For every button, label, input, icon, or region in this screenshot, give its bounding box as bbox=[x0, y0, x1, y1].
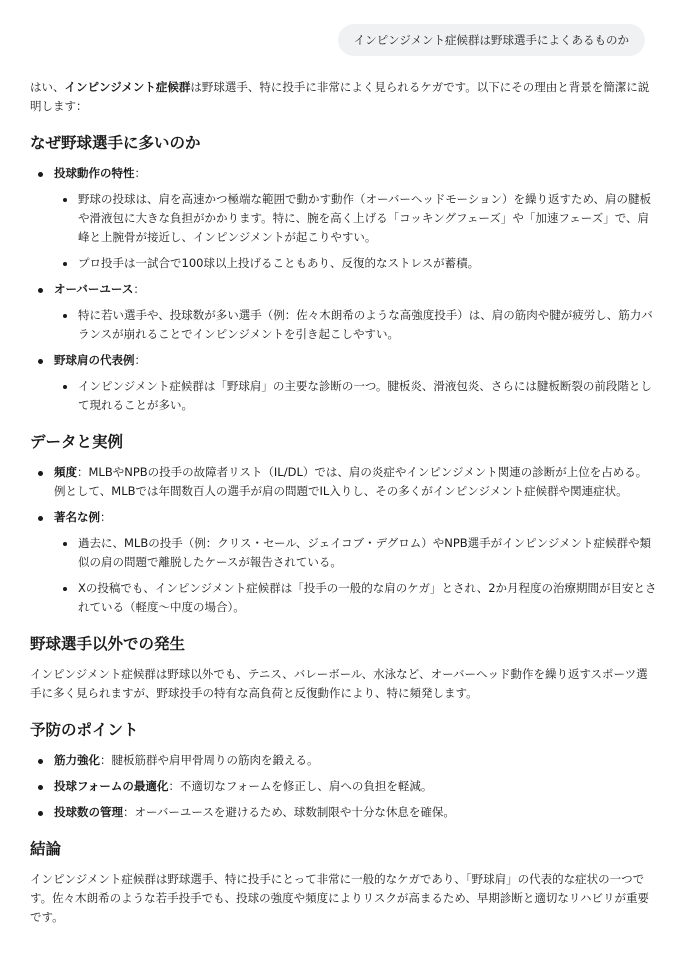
list-item bbox=[30, 508, 657, 617]
list-item bbox=[30, 463, 657, 501]
list-item bbox=[30, 777, 657, 796]
list-item-colon: ： bbox=[100, 510, 112, 524]
conclusion-paragraph: インピンジメント症候群は野球選手、特に投手にとって非常に一般的なケガであり、「野球肩」の代表的な症状の一つです。佐々木朗希のような若手投手でも、投球の強度や頻度によりリスクが高まるため、早期診断と適切なリハビリが重要です。 bbox=[30, 872, 650, 924]
why-list bbox=[30, 164, 657, 415]
list-item-title: 野球肩の代表例 bbox=[54, 353, 135, 367]
list-item-colon: ： bbox=[134, 353, 146, 367]
list-item bbox=[30, 803, 657, 822]
intro-prefix: はい、 bbox=[30, 80, 65, 94]
section-heading-data: データと実例 bbox=[30, 433, 124, 451]
sub-list-item: 特に若い選手や、投球数が多い選手（例：佐々木朗希のような高強度投手）は、肩の筋肉や腱が疲労し、筋力バランスが崩れることでインピンジメントを引き起こしやすい。 bbox=[54, 306, 657, 344]
list-item-colon: ： bbox=[134, 166, 146, 180]
user-message-row bbox=[30, 0, 657, 56]
data-list bbox=[30, 463, 657, 617]
list-item-title: 筋力強化 bbox=[54, 753, 100, 767]
sub-list-item: Xの投稿でも、インピンジメント症候群は「投手の一般的な肩のケガ」とされ、2か月程度の治療期間が目安とされている（軽度〜中度の場合）。 bbox=[54, 579, 657, 617]
list-item-title: 投球フォームの最適化 bbox=[54, 779, 169, 793]
list-item-title: 頻度 bbox=[54, 465, 77, 479]
section-heading-prevention: 予防のポイント bbox=[30, 721, 139, 739]
intro-bold: インピンジメント症候群 bbox=[64, 80, 191, 94]
list-item-text: ：不適切なフォームを修正し、肩への負担を軽減。 bbox=[168, 779, 433, 793]
list-item-colon: ： bbox=[133, 282, 145, 296]
section-heading-conclusion: 結論 bbox=[30, 840, 62, 858]
list-item-text: ：オーバーユースを避けるため、球数制限や十分な休息を確保。 bbox=[123, 805, 455, 819]
assistant-response bbox=[30, 78, 657, 927]
sub-list-item: 野球の投球は、肩を高速かつ極端な範囲で動かす動作（オーバーヘッドモーション）を繰り返すため、肩の腱板や滑液包に大きな負担がかかります。特に、腕を高く上げる「コッキングフェーズ」や「加速フェーズ」で、肩峰と上腕骨が接近し、インピンジメントが起こりやすい。 bbox=[54, 190, 657, 247]
section-heading-other: 野球選手以外での発生 bbox=[30, 635, 186, 653]
prevention-list bbox=[30, 751, 657, 822]
user-message-bubble: インピンジメント症候群は野球選手によくあるものか bbox=[338, 24, 645, 56]
sub-list bbox=[54, 306, 657, 344]
other-paragraph: インピンジメント症候群は野球以外でも、テニス、バレーボール、水泳など、オーバーヘッド動作を繰り返すスポーツ選手に多く見られますが、野球投手の特有な高負荷と反復動作により、特に頻発します。 bbox=[30, 667, 648, 700]
list-item bbox=[30, 164, 657, 273]
list-item-text: ：腱板筋群や肩甲骨周りの筋肉を鍛える。 bbox=[100, 753, 319, 767]
sub-list bbox=[54, 534, 657, 617]
list-item-text: ：MLBやNPBの投手の故障者リスト（IL/DL）では、肩の炎症やインピンジメント関連の診断が上位を占める。例として、MLBでは年間数百人の選手が肩の問題でIL入りし、その多くがインピンジメント症候群や関連症状。 bbox=[54, 465, 648, 498]
sub-list-item: プロ投手は一試合で100球以上投げることもあり、反復的なストレスが蓄積。 bbox=[54, 254, 657, 273]
sub-list-item: インピンジメント症候群は「野球肩」の主要な診断の一つ。腱板炎、滑液包炎、さらには腱板断裂の前段階として現れることが多い。 bbox=[54, 377, 657, 415]
list-item bbox=[30, 351, 657, 415]
list-item-title: 著名な例 bbox=[54, 510, 100, 524]
list-item bbox=[30, 751, 657, 770]
section-heading-why: なぜ野球選手に多いのか bbox=[30, 134, 201, 152]
list-item-title: 投球動作の特性 bbox=[54, 166, 135, 180]
sub-list-item: 過去に、MLBの投手（例：クリス・セール、ジェイコブ・デグロム）やNPB選手がインピンジメント症候群や類似の肩の問題で離脱したケースが報告されている。 bbox=[54, 534, 657, 572]
intro-suffix: は野球選手、特に投手に非常によく見られるケガです。以下にその理由と背景を簡潔に説明します： bbox=[30, 80, 650, 113]
sub-list bbox=[54, 190, 657, 273]
sub-list bbox=[54, 377, 657, 415]
intro-paragraph bbox=[30, 78, 657, 116]
list-item-title: 投球数の管理 bbox=[54, 805, 123, 819]
list-item bbox=[30, 280, 657, 344]
list-item-title: オーバーユース bbox=[54, 282, 134, 296]
